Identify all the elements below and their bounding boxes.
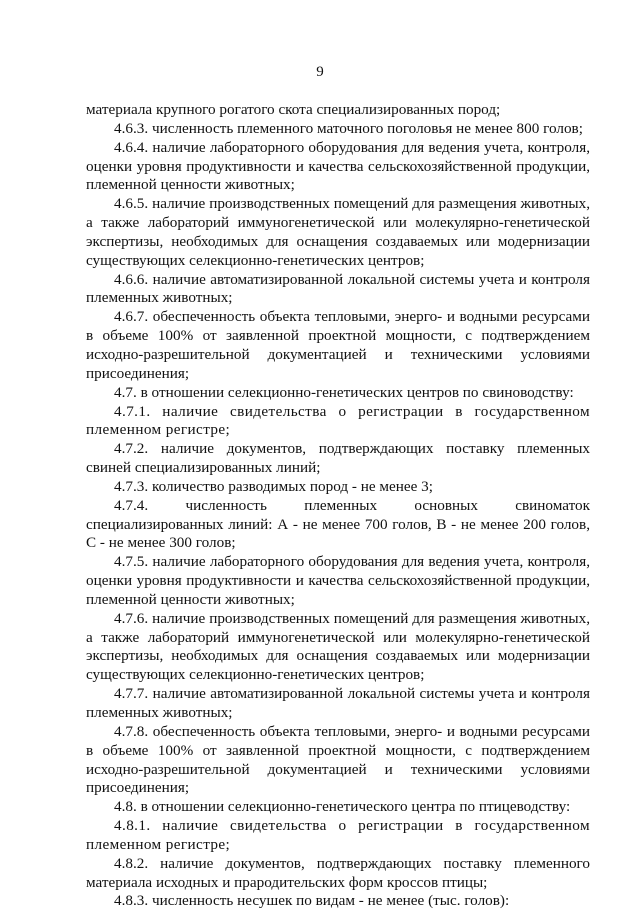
paragraph-4-7-5: 4.7.5. наличие лабораторного оборудования для ведения учета, контроля, оценки уровня продуктивности и качества сельскохозяйственной продукции, племенной ценности животных;: [86, 553, 590, 608]
paragraph-4-6-6: 4.6.6. наличие автоматизированной локальной системы учета и контроля племенных животных;: [86, 270, 590, 307]
paragraph-4-8-1: 4.8.1. наличие свидетельства о регистрации в государственном племенном регистре;: [86, 817, 590, 853]
document-body: [86, 101, 590, 911]
paragraph-4-7-7: 4.7.7. наличие автоматизированной локальной системы учета и контроля племенных животных;: [86, 685, 590, 721]
paragraph-4-7-2: 4.7.2. наличие документов, подтверждающих поставку племенных свиней специализированных линий;: [86, 440, 590, 477]
paragraph-4-6-7: 4.6.7. обеспеченность объекта тепловыми, энерго- и водными ресурсами в объеме 100% от заявленной проектной мощности, с подтверждением исходно-разрешительной документацией и техническими условиями присоединения;: [86, 308, 590, 382]
paragraph-4-6-3: 4.6.3. численность племенного маточного поголовья не менее 800 голов;: [114, 119, 583, 137]
paragraph-4-7-4: 4.7.4. численность племенных основных свиноматок специализированных линий: А - не менее 700 голов, В - не менее 200 голов, С - не менее 300 голов;: [86, 496, 590, 552]
paragraph-4-8: 4.8. в отношении селекционно-генетического центра по птицеводству:: [114, 798, 571, 816]
paragraph-4-6-5: 4.6.5. наличие производственных помещений для размещения животных, а также лабораторий иммуногенетической или молекулярно-генетической экспертизы, необходимых для оснащения создаваемых или модернизации существующих селекционно-генетических центров;: [86, 195, 590, 269]
paragraph-4-7-3: 4.7.3. количество разводимых пород - не менее 3;: [114, 477, 433, 495]
paragraph-continuation: материала крупного рогатого скота специализированных пород;: [86, 101, 501, 118]
paragraph-4-6-4: 4.6.4. наличие лабораторного оборудования для ведения учета, контроля, оценки уровня продуктивности и качества сельскохозяйственной продукции, племенной ценности животных;: [86, 138, 590, 194]
paragraph-4-7-6: 4.7.6. наличие производственных помещений для размещения животных, а также лабораторий иммуногенетической или молекулярно-генетической экспертизы, необходимых для оснащения создаваемых или модернизации существующих селекционно-генетических центров;: [86, 609, 590, 684]
paragraph-4-7-1: 4.7.1. наличие свидетельства о регистрации в государственном племенном регистре;: [86, 402, 590, 439]
paragraph-4-8-3: 4.8.3. численность несушек по видам - не менее (тыс. голов):: [114, 892, 510, 910]
paragraph-4-8-2: 4.8.2. наличие документов, подтверждающих поставку племенного материала исходных и прародительских форм кроссов птицы;: [86, 854, 590, 891]
paragraph-4-7-8: 4.7.8. обеспеченность объекта тепловыми, энерго- и водными ресурсами в объеме 100% от заявленной проектной мощности, с подтверждением исходно-разрешительной документацией и техническими условиями присоединения;: [86, 722, 590, 797]
paragraph-4-7: 4.7. в отношении селекционно-генетических центров по свиноводству:: [114, 383, 574, 401]
page-number: 9: [316, 64, 324, 80]
